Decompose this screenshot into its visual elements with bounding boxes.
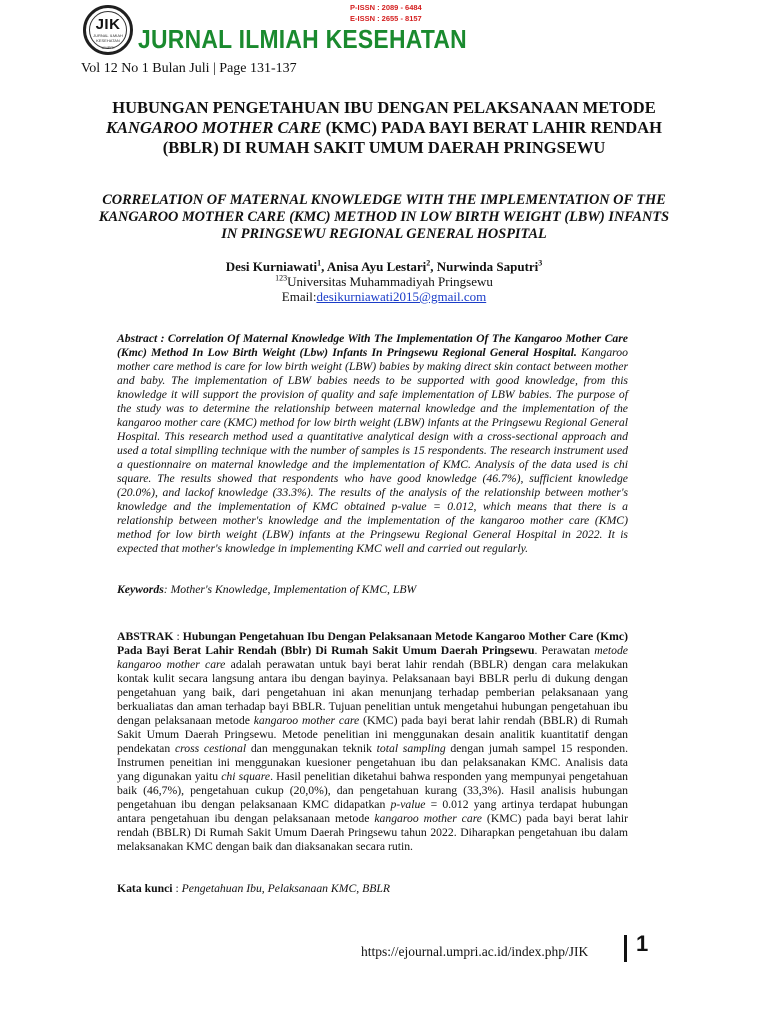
- kata-kunci-colon: :: [172, 882, 182, 895]
- logo-subtext: JURNAL ILMIAH KESEHATAN: [93, 33, 123, 43]
- abstrak-p1: . Perawatan: [534, 644, 595, 657]
- author-2-sup: 2: [426, 258, 431, 268]
- keywords-english: [117, 583, 628, 597]
- abstrak-colon: :: [173, 630, 183, 643]
- email-line: [100, 289, 668, 305]
- title-id-part2: (KMC) PADA BAYI BERAT LAHIR RENDAH (BBLR) DI RUMAH SAKIT UMUM DAERAH PRINGSEWU: [162, 118, 662, 157]
- author-3-sup: 3: [538, 258, 543, 268]
- abstrak-i5: chi square: [221, 770, 271, 783]
- abstract-en-body: Kangaroo mother care method is care for low birth weight (LBW) babies by making direct skin contact between mother and baby. The implementation of LBW babies needs to be supported with good knowledge, from this knowledge it will support the provision of quality and safe implementation of LBW babies. The purpose of the study was to determine the relationship between maternal knowledge and the implementation of the kangaroo mother care (KMC) method for low birth weight (LBW) infants at the Pringsewu Regional General Hospital. This research method used a quantitative analytical design with a cross-sectional approach and used a total simplling technique with the number of samples is 15 respondents. The research instrument used a questionnaire on maternal knowledge and the implementation of KMC. Analysis of the data used is chi square. The results showed that respondents who have good knowledge (46.7%), sufficient knowledge (20.0%), and lackof knowledge (33.3%). The results of the analysis of the relationship between mother's knowledge and the implementation of KMC obtained p-value = 0.012, which means that there is a relationship between mother's knowledge and the implementation of the kangaroo mother care (KMC) method for low birth weight (LBW) infants at the Pringsewu Regional General Hospital in 2022. It is expected that mother's knowledge in implementing KMC well and carried out regularly.: [117, 346, 628, 555]
- affiliation-name: Universitas Muhammadiyah Pringsewu: [287, 274, 493, 289]
- abstrak-p8: (KMC) pada bayi berat lahir rendah (BBLR) Di Rumah Sakit Umum Daerah Pringsewu tahun 2022. Diharapkan pengetahuan ibu dalam melaksanakan KMC dengan baik dan diaksanakan secara rutin.: [117, 812, 628, 853]
- abstrak-p3: (KMC) pada bayi berat lahir rendah (BBLR) di Rumah Sakit Umum Daerah Pringsewu. Metode penelitian ini menggunakan desain analitik kuantitatif dengan pendekatan: [117, 714, 628, 755]
- affiliation-sup: 123: [275, 273, 288, 283]
- abstrak-i1: metode kangaroo mother care: [117, 644, 628, 671]
- issn-block: [350, 2, 422, 24]
- footer-url: https://ejournal.umpri.ac.id/index.php/JIK: [361, 944, 589, 959]
- abstrak-p6: . Hasil penelitian diketahui bahwa responden yang mempunyai pengetahuan baik (46,7%), pengetahuan cukup (20,0%), dan pengetahuan kurang (33,3%). Hasil analisis hubungan pengetahuan ibu dengan pelaksanaan KMC didapatkan: [117, 770, 628, 811]
- author-sep-1: ,: [321, 259, 327, 274]
- abstrak-lead: Hubungan Pengetahuan Ibu Dengan Pelaksanaan Metode Kangaroo Mother Care (Kmc) Pada Bayi Berat Lahir Rendah (Bblr) Di Rumah Sakit Umum Daerah Pringsewu: [117, 630, 629, 657]
- title-id-italic: KANGAROO MOTHER CARE: [106, 118, 322, 137]
- author-1-sup: 1: [317, 258, 322, 268]
- journal-logo: [83, 5, 133, 55]
- article-title-english: CORRELATION OF MATERNAL KNOWLEDGE WITH THE IMPLEMENTATION OF THE KANGAROO MOTHER CARE (KMC) METHOD IN LOW BIRTH WEIGHT (LBW) INFANTS IN PRINGSEWU REGIONAL GENERAL HOSPITAL: [98, 192, 670, 242]
- author-3: Nurwinda Saputri: [436, 259, 539, 274]
- abstrak-i3: cross cestional: [174, 742, 247, 755]
- title-id-part1: HUBUNGAN PENGETAHUAN IBU DENGAN PELAKSANAAN METODE: [112, 98, 656, 117]
- abstract-en-lead: Abstract : Correlation Of Maternal Knowledge With The Implementation Of The Kangaroo Mother Care (Kmc) Method In Low Birth Weight (Lbw) Infants In Pringsewu Regional General Hospital.: [117, 332, 628, 359]
- article-title-indonesian: [100, 98, 668, 158]
- kata-kunci-label: Kata kunci: [117, 882, 173, 895]
- abstract-english: [117, 332, 628, 556]
- abstrak-p5: dengan jumah sampel 15 responden. Instrumen peneitian ini menggunakan kuesioner pengetahuan ibu dan pelaksanakan KMC. Analisis data yang digunakan yaitu: [117, 742, 628, 783]
- author-1: Desi Kurniawati: [225, 259, 318, 274]
- logo-ring: [89, 11, 127, 49]
- p-issn: P-ISSN : 2089 - 6484: [350, 3, 422, 12]
- affiliation: [100, 274, 668, 290]
- kata-kunci-text: Pengetahuan Ibu, Pelaksanaan KMC, BBLR: [181, 882, 391, 895]
- abstrak-p2: adalah perawatan untuk bayi berat lahir rendah (BBLR) dengan cara melakukan kontak kulit secara langsung antara ibu dengan bayinya. Pelaksanaan bayi BBLR perlu di dukung dengan pengetahuan yang baik, dari pengetahuan ini akan menunjang terhadap pemberian pelaksanaan yang berkualiatas dan aman terhadap bayi BBLR. Tujuan penelitian untuk mengetahui hubungan pengetahuan ibu dengan pelaksanaan metode: [117, 658, 628, 727]
- abstrak-p4: dan menggunakan teknik: [246, 742, 377, 755]
- email-label: Email:: [281, 289, 317, 304]
- abstrak-i2: kangaroo mother care: [253, 714, 360, 727]
- keywords-en-text: : Mother's Knowledge, Implementation of KMC, LBW: [163, 583, 417, 596]
- author-sep-2: ,: [430, 259, 437, 274]
- footer-divider: [624, 935, 627, 962]
- abstrak-i6: p-value: [390, 798, 426, 811]
- abstrak-i4: total sampling: [376, 742, 446, 755]
- abstract-indonesian: [117, 630, 628, 854]
- abstrak-label: ABSTRAK: [117, 630, 174, 643]
- abstrak-p7: = 0.012 yang artinya terdapat hubungan antara pengetahuan ibu dengan pelaksanaan metode: [117, 798, 628, 825]
- abstrak-i7: kangaroo mother care: [374, 812, 482, 825]
- volume-line: Vol 12 No 1 Bulan Juli | Page 131-137: [81, 61, 297, 76]
- author-list: [100, 258, 668, 275]
- journal-title: JURNAL ILMIAH KESEHATAN: [138, 24, 467, 54]
- page-number: 1: [636, 931, 649, 956]
- e-issn: E-ISSN : 2655 - 8157: [350, 14, 422, 23]
- keywords-en-label: Keywords: [117, 583, 164, 596]
- keywords-indonesian: [117, 882, 628, 896]
- logo-subtext-2: UMPRI: [101, 45, 115, 50]
- logo-abbreviation: JIK: [95, 16, 121, 33]
- email-link[interactable]: desikurniawati2015@gmail.com: [316, 289, 487, 304]
- author-2: Anisa Ayu Lestari: [326, 259, 427, 274]
